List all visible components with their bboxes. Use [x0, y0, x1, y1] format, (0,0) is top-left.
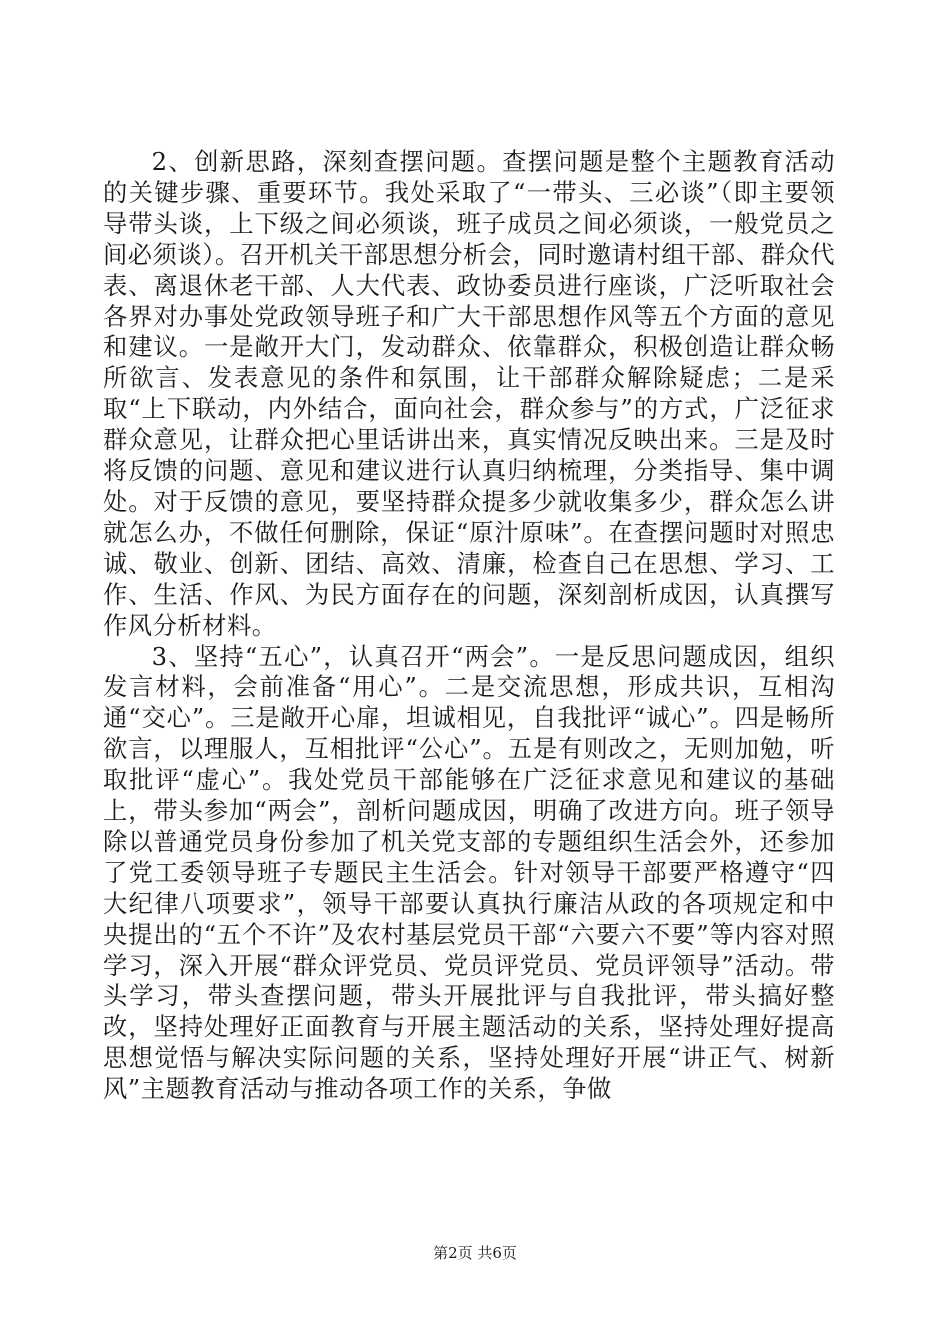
document-body: [103, 147, 835, 1105]
paragraph-section-3: 3、坚持“五心”，认真召开“两会”。一是反思问题成因，组织发言材料，会前准备“用心”。二是交流思想，形成共识，互相沟通“交心”。三是敞开心扉，坦诚相见，自我批评“诚心”。四是畅所欲言，以理服人，互相批评“公心”。五是有则改之，无则加勉，听取批评“虚心”。我处党员干部能够在广泛征求意见和建议的基础上，带头参加“两会”，剖析问题成因，明确了改进方向。班子领导除以普通党员身份参加了机关党支部的专题组织生活会外，还参加了党工委领导班子专题民主生活会。针对领导干部要严格遵守“四大纪律八项要求”，领导干部要认真执行廉洁从政的各项规定和中央提出的“五个不许”及农村基层党员干部“六要六不要”等内容对照学习，深入开展“群众评党员、党员评党员、党员评领导”活动。带头学习，带头查摆问题，带头开展批评与自我批评，带头搞好整改，坚持处理好正面教育与开展主题活动的关系，坚持处理好提高思想觉悟与解决实际问题的关系，坚持处理好开展“讲正气、树新风”主题教育活动与推动各项工作的关系，争做: [103, 641, 835, 1104]
page-number-footer: 第2页 共6页: [433, 1244, 517, 1262]
paragraph-section-2: 2、创新思路，深刻查摆问题。查摆问题是整个主题教育活动的关键步骤、重要环节。我处采取了“一带头、三必谈”（即主要领导带头谈，上下级之间必须谈，班子成员之间必须谈，一般党员之间必须谈）。召开机关干部思想分析会，同时邀请村组干部、群众代表、离退休老干部、人大代表、政协委员进行座谈，广泛听取社会各界对办事处党政领导班子和广大干部思想作风等五个方面的意见和建议。一是敞开大门，发动群众、依靠群众，积极创造让群众畅所欲言、发表意见的条件和氛围，让干部群众解除疑虑；二是采取“上下联动，内外结合，面向社会，群众参与”的方式，广泛征求群众意见，让群众把心里话讲出来，真实情况反映出来。三是及时将反馈的问题、意见和建议进行认真归纳梳理，分类指导、集中调处。对于反馈的意见，要坚持群众提多少就收集多少，群众怎么讲就怎么办，不做任何删除，保证“原汁原味”。在查摆问题时对照忠诚、敬业、创新、团结、高效、清廉，检查自己在思想、学习、工作、生活、作风、为民方面存在的问题，深刻剖析成因，认真撰写作风分析材料。: [103, 147, 835, 640]
